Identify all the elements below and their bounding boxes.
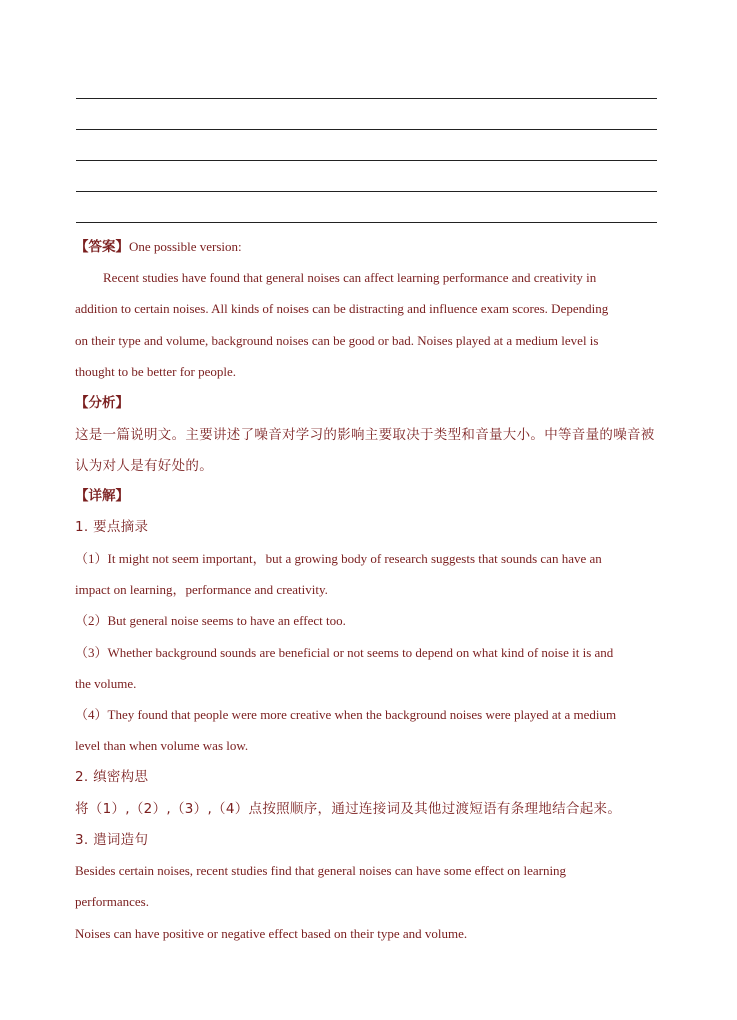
answer-line: thought to be better for people. xyxy=(75,364,237,379)
analysis-line: 认为对人是有好处的。 xyxy=(75,458,213,474)
writing-rule-2 xyxy=(76,129,657,130)
answer-version: One possible version: xyxy=(129,239,242,254)
section-title-wording: 3. 遣词造句 xyxy=(75,832,149,848)
answer-label: 【答案】 xyxy=(75,239,129,255)
answer-line: Recent studies have found that general noises can affect learning performance and creativity in xyxy=(103,270,597,285)
analysis-line: 这是一篇说明文。主要讲述了噪音对学习的影响主要取决于类型和音量大小。中等音量的噪音被 xyxy=(75,427,655,443)
wording-line: performances. xyxy=(75,894,149,909)
writing-rule-4 xyxy=(76,191,657,192)
section-title-planning: 2. 缜密构思 xyxy=(75,769,149,785)
answer-line: addition to certain noises. All kinds of noises can be distracting and influence exam scores. Depending xyxy=(75,301,609,316)
key-point-line: （3）Whether background sounds are beneficial or not seems to depend on what kind of noise it is and xyxy=(75,645,614,660)
analysis-label: 【分析】 xyxy=(75,395,129,411)
key-point-line: （2）But general noise seems to have an effect too. xyxy=(75,613,346,628)
section-title-key-points: 1. 要点摘录 xyxy=(75,519,149,535)
writing-rule-1 xyxy=(76,98,657,99)
key-point-line: level than when volume was low. xyxy=(75,738,249,753)
key-point-line: the volume. xyxy=(75,676,137,691)
writing-rule-3 xyxy=(76,160,657,161)
wording-line: Besides certain noises, recent studies find that general noises can have some effect on learning xyxy=(75,863,567,878)
detail-label: 【详解】 xyxy=(75,488,129,504)
key-point-line: （4）They found that people were more creative when the background noises were played at a medium xyxy=(75,707,617,722)
wording-line: Noises can have positive or negative effect based on their type and volume. xyxy=(75,926,468,941)
key-point-line: （1）It might not seem important，but a growing body of research suggests that sounds can have an xyxy=(75,551,602,566)
answer-line: on their type and volume, background noises can be good or bad. Noises played at a medium level is xyxy=(75,333,599,348)
answer-heading xyxy=(75,238,242,256)
writing-rule-5 xyxy=(76,222,657,223)
planning-line: 将（1）,（2）,（3）,（4）点按照顺序，通过连接词及其他过渡短语有条理地结合起来。 xyxy=(75,801,622,817)
key-point-line: impact on learning，performance and creativity. xyxy=(75,582,328,597)
